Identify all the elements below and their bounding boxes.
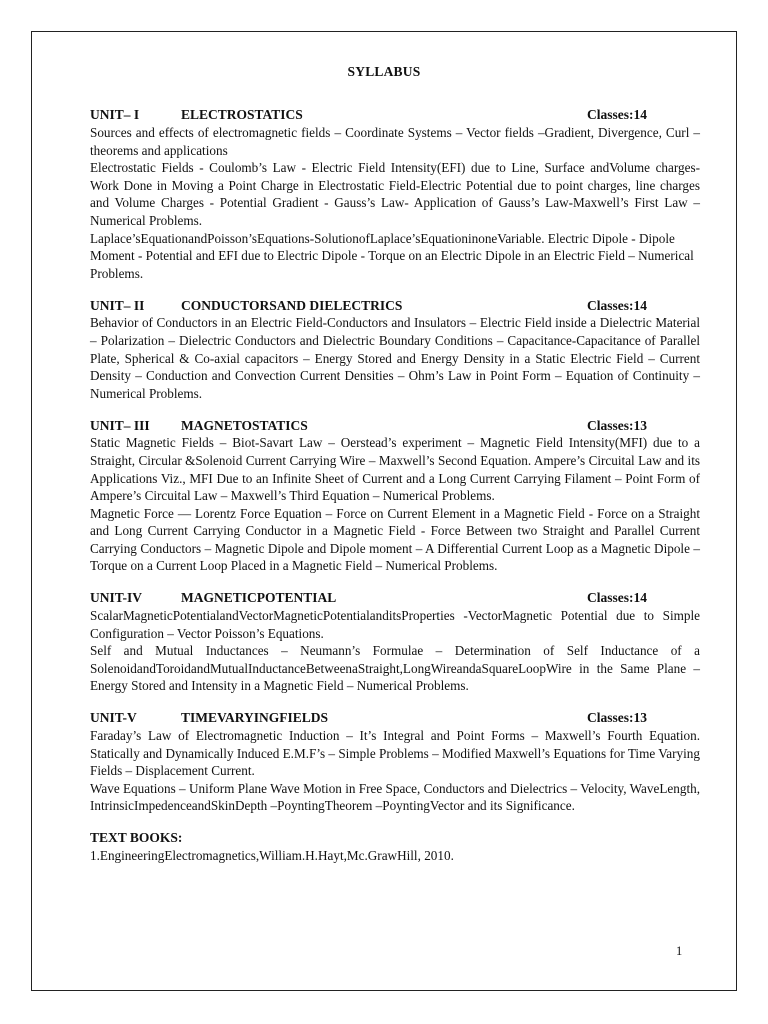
unit-paragraph: Wave Equations – Uniform Plane Wave Motion in Free Space, Conductors and Dielectrics – Velocity, WaveLength, IntrinsicImpedenceandSkinDepth –PoyntingTheorem –PoyntingVector and its Significance. (90, 780, 700, 814)
unit-number: UNIT-V (90, 710, 137, 726)
unit-paragraph: Faraday’s Law of Electromagnetic Induction – It’s Integral and Point Forms – Maxwell’s Fourth Equation. Statically and Dynamically Induced E.M.F’s – Simple Problems – Modified Maxwell’s Equations for Time Varying Fields – Displacement Current. (90, 728, 700, 779)
page-number: 1 (676, 944, 683, 958)
unit-name: ELECTROSTATICS (181, 107, 303, 123)
textbooks-section (90, 829, 700, 864)
unit-classes: Classes:14 (587, 107, 647, 123)
unit-5 (90, 709, 700, 815)
syllabus-body (90, 106, 700, 864)
page-title: SYLLABUS (347, 64, 421, 79)
unit-number: UNIT– II (90, 297, 145, 313)
unit-header (90, 106, 700, 124)
unit-paragraph: Self and Mutual Inductances – Neumann’s Formulae – Determination of Self Inductance of a SolenoidandToroidandMutualInductanceBetweenaStraight,LongWireandaSquareLoopWire in the Same Plane – Energy Stored and Intensity in a Magnetic Field – Numerical Problems. (90, 643, 700, 694)
unit-2 (90, 296, 700, 402)
unit-classes: Classes:13 (587, 710, 647, 726)
textbooks-heading: TEXT BOOKS: (90, 830, 183, 845)
unit-number: UNIT– III (90, 417, 150, 433)
unit-paragraph: ScalarMagneticPotentialandVectorMagneticPotentialanditsProperties -VectorMagnetic Potential due to Simple Configuration – Vector Poisson’s Equations. (90, 608, 700, 641)
unit-number: UNIT-IV (90, 590, 143, 606)
unit-number: UNIT– I (90, 107, 140, 123)
unit-classes: Classes:14 (587, 297, 647, 313)
unit-classes: Classes:14 (587, 590, 647, 606)
unit-paragraph: Static Magnetic Fields – Biot-Savart Law – Oerstead’s experiment – Magnetic Field Intensity(MFI) due to a Straight, Circular &Solenoid Current Carrying Wire – Maxwell’s Second Equation. Ampere’s Circuital Law and its Applications Viz., MFI Due to an Infinite Sheet of Current and a Long Current Carrying Filament – Point Form of Ampere’s Circuital Law – Maxwell’s Third Equation – Numerical Problems. (90, 435, 700, 504)
unit-header (90, 296, 700, 314)
unit-header (90, 709, 700, 727)
unit-paragraph: Magnetic Force — Lorentz Force Equation – Force on Current Element in a Magnetic Field - Force on a Straight and Long Current Carrying Conductor in a Magnetic Field - Force Between two Straight and Parallel Current Carrying Conductors – Magnetic Dipole and Dipole moment – A Differential Current Loop as a Magnetic Dipole – Torque on a Current Loop Placed in a Magnetic Field – Numerical Problems. (90, 505, 700, 574)
unit-paragraph: Behavior of Conductors in an Electric Field-Conductors and Insulators – Electric Field inside a Dielectric Material – Polarization – Dielectric Conductors and Dielectric Boundary Conditions – Capacitance-Capacitance of Parallel Plate, Spherical & Co-axial capacitors – Energy Stored and Energy Density in a Static Electric Field – Current Density – Conduction and Convection Current Densities – Ohm’s Law in Point Form – Equation of Continuity – Numerical Problems. (90, 315, 700, 401)
unit-name: TIMEVARYINGFIELDS (181, 710, 329, 726)
unit-name: MAGNETOSTATICS (181, 417, 308, 433)
textbook-item: 1.EngineeringElectromagnetics,William.H.Hayt,Mc.GrawHill, 2010. (90, 847, 454, 863)
unit-4 (90, 589, 700, 695)
unit-3 (90, 416, 700, 575)
unit-paragraph: Sources and effects of electromagnetic fields – Coordinate Systems – Vector fields –Gradient, Divergence, Curl – theorems and applications (90, 125, 700, 158)
unit-header (90, 589, 700, 607)
unit-paragraph: Laplace’sEquationandPoisson’sEquations-SolutionofLaplace’sEquationinoneVariable. Electric Dipole - Dipole Moment - Potential and EFI due to Electric Dipole - Torque on an Electric Dipole in an Electric Field – Numerical Problems. (90, 230, 694, 281)
unit-1 (90, 106, 700, 282)
unit-name: MAGNETICPOTENTIAL (181, 590, 337, 606)
unit-classes: Classes:13 (587, 417, 647, 433)
unit-header (90, 416, 700, 434)
unit-name: CONDUCTORSAND DIELECTRICS (181, 297, 403, 313)
unit-paragraph: Electrostatic Fields - Coulomb’s Law - Electric Field Intensity(EFI) due to Line, Surface andVolume charges- Work Done in Moving a Point Charge in Electrostatic Field-Electric Potential due to point charges, line charges and Volume Charges - Potential Gradient - Gauss’s Law- Application of Gauss’s Law-Maxwell’s First Law – Numerical Problems. (90, 160, 700, 228)
